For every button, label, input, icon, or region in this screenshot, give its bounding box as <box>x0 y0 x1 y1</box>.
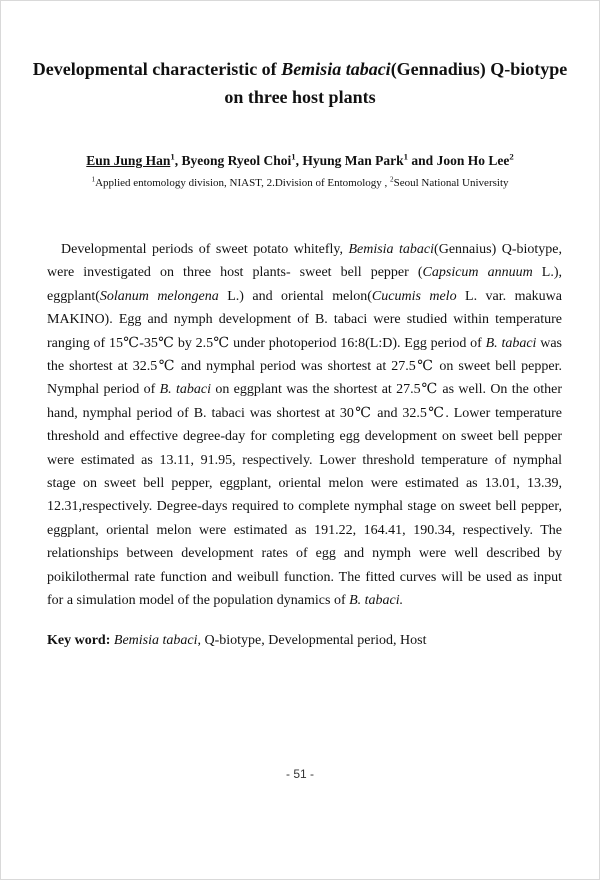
abstract-paragraph: Developmental periods of sweet potato whitefly, Bemisia tabaci(Gennaius) Q-biotype, were investigated on three host plants- sweet bell pepper (Capsicum annuum L.), eggplant(Solanum melongena L.) and oriental melon(Cucumis melo L. var. makuwa MAKINO). Egg and nymph development of B. tabaci were studied within temperature ranging of 15℃-35℃ by 2.5℃ under photoperiod 16:8(L:D). Egg period of B. tabaci was the shortest at 32.5℃ and nymphal period was shortest at 27.5℃ on sweet bell pepper. Nymphal period of B. tabaci on eggplant was the shortest at 27.5℃ as well. On the other hand, nymphal period of B. tabaci was shortest at 30℃ and 32.5℃. Lower temperature threshold and effective degree-day for completing egg development on sweet bell pepper were estimated as 13.11, 91.95, respectively. Lower threshold temperature of nymphal stage on sweet bell pepper, eggplant, oriental melon were estimated as 13.01, 13.39, 12.31,respectively. Degree-days required to complete nymphal stage on sweet bell pepper, eggplant, oriental melon were estimated as 191.22, 164.41, 190.34, respectively. The relationships between development rates of egg and nymph were well described by poikilothermal rate function and weibull function. The fitted curves will be used as input for a simulation model of the population dynamics of B. tabaci. <box>47 242 563 609</box>
title-line-1: Developmental characteristic of Bemisia tabaci(Gennadius) Q-biotype <box>32 59 568 79</box>
author-affil-mark: 1 <box>170 151 175 162</box>
keywords-label: Key word: <box>47 633 111 648</box>
title-species: Bemisia tabaci <box>281 59 391 79</box>
author-name: Joon Ho Lee <box>436 153 510 168</box>
keywords: Key word: Bemisia tabaci, Q-biotype, Developmental period, Host <box>47 633 427 648</box>
author-name: Eun Jung Han <box>86 153 171 168</box>
paper-title <box>21 55 579 111</box>
title-line-2: on three host plants <box>224 87 376 107</box>
author-affil-mark: 2 <box>509 151 514 162</box>
author-name: Hyung Man Park <box>302 153 404 168</box>
author-affil-mark: 1 <box>403 151 409 162</box>
author-list: Eun Jung Han$^1$, Byeong Ryeol Choi$^1$, Hyung Man Park$^1$ and Joon Ho Lee$^2$ <box>86 151 514 168</box>
author-name: Byeong Ryeol Choi <box>181 153 292 168</box>
author-affil-mark: 1 <box>291 151 296 162</box>
page-number: - 51 - <box>285 767 314 781</box>
affiliations: $^1$Applied entomology division, NIAST, 2.Division of Entomology , $^2$Seoul National University <box>91 175 509 189</box>
